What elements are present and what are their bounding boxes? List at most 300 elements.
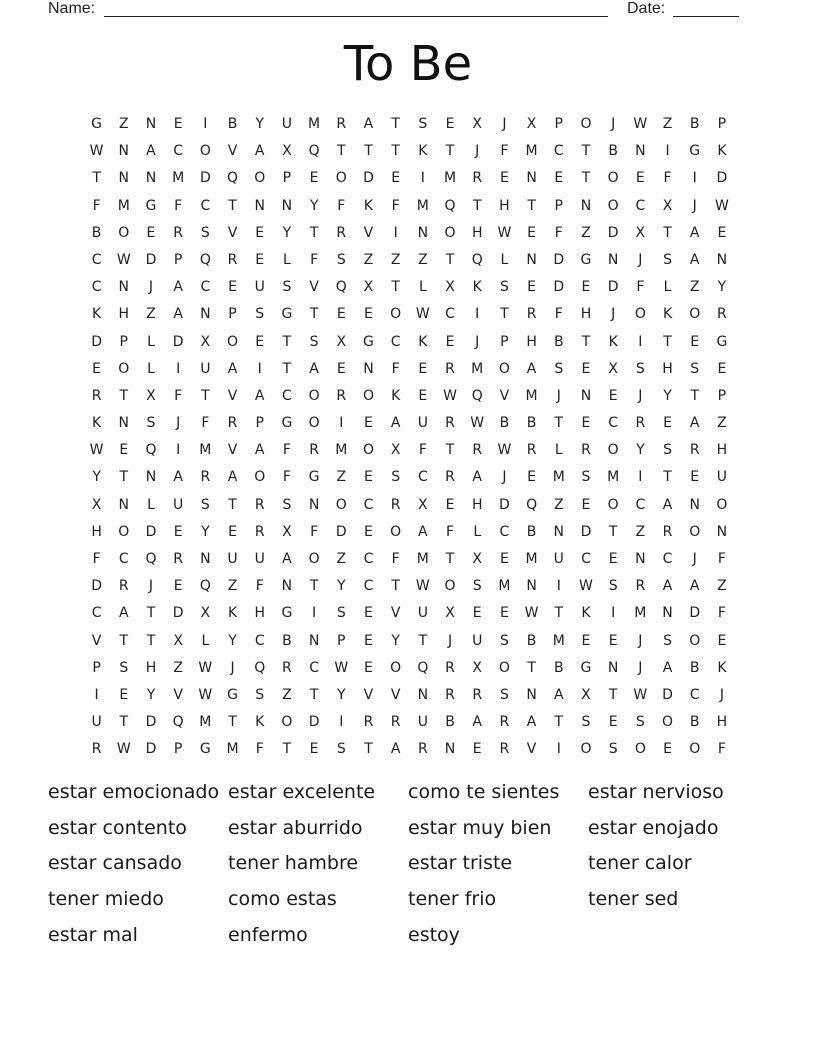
word-list-item: estar triste — [408, 852, 513, 875]
grid-letter: S — [581, 469, 591, 486]
grid-letter: N — [118, 143, 130, 160]
grid-letter: X — [390, 442, 401, 459]
grid-letter: K — [472, 279, 482, 296]
grid-letter: E — [690, 469, 700, 486]
grid-letter: L — [663, 279, 672, 296]
grid-letter: W — [497, 224, 512, 241]
grid-letter: K — [363, 197, 374, 214]
grid-letter: E — [527, 279, 537, 296]
word-list-item: estar emocionado — [48, 781, 220, 803]
grid-letter: C — [662, 551, 673, 567]
grid-letter: W — [89, 442, 104, 459]
grid-letter: E — [364, 469, 373, 486]
grid-letter: N — [145, 469, 157, 486]
grid-letter: K — [418, 333, 428, 350]
grid-letter: U — [173, 496, 184, 513]
grid-letter: E — [173, 578, 183, 595]
grid-letter: S — [472, 578, 482, 595]
grid-letter: B — [526, 632, 537, 649]
grid-letter: T — [445, 143, 455, 160]
grid-letter: C — [91, 605, 102, 622]
grid-letter: V — [173, 686, 183, 703]
grid-letter: D — [662, 686, 673, 703]
grid-letter: T — [445, 551, 455, 567]
grid-letter: K — [717, 659, 727, 676]
grid-letter: R — [254, 496, 265, 513]
word-list-item: estar mal — [48, 923, 138, 946]
grid-letter: O — [362, 442, 374, 459]
grid-letter: A — [472, 469, 482, 486]
grid-letter: C — [363, 578, 374, 595]
grid-letter: F — [391, 360, 400, 377]
grid-letter: G — [716, 333, 728, 350]
grid-letter: N — [526, 251, 537, 268]
grid-letter: R — [336, 387, 347, 404]
grid-letter: U — [472, 632, 483, 649]
grid-letter: A — [363, 116, 374, 132]
grid-row — [83, 138, 736, 165]
grid-letter: A — [390, 415, 401, 432]
grid-letter: U — [254, 551, 265, 567]
grid-letter: S — [663, 251, 672, 268]
grid-letter: U — [417, 415, 428, 432]
grid-letter: C — [390, 333, 401, 350]
grid-row — [83, 628, 736, 655]
grid-letter: B — [282, 632, 292, 649]
grid-letter: S — [499, 632, 509, 649]
grid-letter: M — [199, 442, 212, 459]
grid-letter: S — [608, 578, 618, 595]
grid-letter: H — [254, 605, 265, 622]
grid-letter: K — [255, 714, 265, 731]
grid-letter: E — [309, 170, 319, 187]
grid-letter: E — [608, 387, 618, 404]
grid-letter: N — [145, 170, 157, 187]
grid-letter: P — [119, 333, 128, 350]
grid-letter: D — [363, 170, 374, 187]
word-list-item: estar aburrido — [228, 816, 363, 839]
grid-letter: E — [608, 551, 618, 567]
grid-letter: M — [172, 170, 185, 187]
grid-letter: N — [635, 551, 646, 567]
grid-letter: T — [581, 170, 591, 187]
grid-letter: M — [471, 360, 484, 377]
word-list-item: tener frio — [408, 888, 497, 911]
grid-letter: Y — [636, 442, 645, 459]
grid-letter: O — [689, 306, 701, 323]
grid-letter: O — [281, 714, 293, 731]
grid-letter: E — [255, 251, 265, 268]
grid-letter: S — [499, 279, 509, 296]
grid-letter: X — [635, 224, 646, 241]
grid-letter: B — [526, 415, 537, 432]
grid-letter: L — [147, 333, 155, 350]
grid-letter: A — [472, 714, 482, 731]
grid-letter: I — [611, 605, 616, 622]
grid-letter: O — [716, 496, 728, 513]
grid-letter: C — [173, 143, 184, 160]
grid-letter: Y — [717, 279, 727, 296]
grid-letter: T — [472, 197, 482, 214]
grid-letter: T — [663, 469, 672, 486]
grid-letter: Z — [227, 578, 238, 595]
grid-letter: K — [227, 605, 238, 622]
grid-row — [83, 410, 736, 437]
grid-letter: P — [717, 116, 727, 132]
grid-letter: F — [282, 442, 291, 459]
grid-letter: C — [635, 496, 646, 513]
grid-letter: J — [475, 143, 480, 160]
grid-letter: N — [118, 496, 130, 513]
grid-letter: D — [91, 578, 102, 595]
word-list-item: estar nervioso — [588, 781, 724, 803]
grid-letter: P — [282, 170, 292, 187]
grid-letter: T — [309, 578, 319, 595]
grid-letter: E — [472, 741, 482, 758]
word-list-row — [48, 846, 788, 882]
grid-letter: E — [472, 605, 482, 622]
grid-letter: Z — [635, 523, 646, 540]
grid-letter: K — [662, 306, 673, 323]
grid-letter: P — [255, 415, 264, 432]
grid-letter: D — [607, 224, 619, 241]
grid-row — [83, 193, 736, 220]
grid-letter: N — [607, 251, 619, 268]
grid-letter: H — [662, 360, 673, 377]
grid-letter: R — [390, 496, 401, 513]
grid-letter: N — [145, 116, 157, 132]
grid-letter: T — [527, 197, 536, 214]
grid-letter: D — [145, 714, 157, 731]
grid-letter: E — [690, 333, 700, 350]
grid-letter: D — [145, 523, 157, 540]
grid-letter: C — [417, 469, 428, 486]
grid-letter: S — [119, 659, 129, 676]
grid-letter: I — [339, 415, 344, 432]
grid-letter: N — [254, 197, 265, 214]
grid-letter: I — [393, 224, 398, 241]
grid-letter: S — [663, 442, 672, 459]
grid-letter: R — [91, 387, 102, 404]
grid-letter: S — [336, 605, 346, 622]
grid-letter: R — [445, 686, 455, 703]
grid-letter: B — [445, 714, 455, 731]
word-list-item: estar excelente — [228, 781, 376, 803]
grid-letter: H — [91, 523, 102, 540]
grid-letter: O — [390, 306, 402, 323]
grid-letter: U — [417, 714, 428, 731]
grid-letter: D — [607, 279, 619, 296]
grid-row — [83, 682, 736, 709]
grid-letter: E — [445, 116, 455, 132]
grid-letter: Y — [255, 116, 264, 132]
grid-letter: T — [445, 251, 455, 268]
grid-letter: O — [580, 741, 592, 758]
grid-letter: W — [497, 442, 512, 459]
word-list-item: tener miedo — [48, 888, 164, 911]
grid-letter: O — [308, 415, 320, 432]
grid-letter: W — [415, 306, 430, 323]
grid-letter: O — [199, 143, 211, 160]
grid-letter: T — [445, 442, 455, 459]
grid-letter: O — [634, 306, 646, 323]
grid-letter: C — [118, 551, 129, 567]
grid-letter: A — [526, 714, 537, 731]
grid-letter: S — [635, 714, 645, 731]
grid-letter: D — [172, 333, 184, 350]
word-list-item: tener sed — [588, 888, 679, 911]
grid-letter: E — [255, 333, 265, 350]
grid-letter: J — [719, 686, 724, 703]
grid-letter: Y — [228, 632, 237, 649]
grid-letter: K — [608, 333, 618, 350]
grid-letter: M — [498, 578, 511, 595]
grid-letter: Z — [336, 551, 347, 567]
grid-letter: R — [390, 714, 401, 731]
grid-letter: T — [282, 741, 292, 758]
grid-letter: D — [91, 333, 102, 350]
grid-letter: K — [581, 605, 591, 622]
grid-letter: W — [89, 143, 104, 160]
grid-letter: R — [445, 469, 455, 486]
word-list-row — [48, 811, 788, 847]
grid-letter: D — [172, 605, 184, 622]
grid-letter: T — [146, 605, 156, 622]
grid-letter: Q — [335, 279, 347, 296]
grid-letter: F — [201, 415, 210, 432]
grid-letter: T — [364, 143, 373, 160]
grid-letter: A — [282, 551, 292, 567]
grid-letter: J — [502, 116, 507, 132]
grid-letter: C — [363, 551, 374, 567]
grid-row — [83, 709, 736, 736]
word-list-item: estar contento — [48, 816, 187, 839]
grid-letter: H — [118, 306, 130, 323]
grid-letter: O — [390, 523, 402, 540]
grid-letter: F — [92, 197, 101, 214]
grid-letter: R — [336, 224, 347, 241]
grid-letter: C — [553, 143, 564, 160]
word-search-grid — [83, 111, 736, 764]
grid-letter: E — [635, 170, 645, 187]
grid-letter: Q — [172, 714, 184, 731]
grid-letter: A — [553, 686, 564, 703]
grid-letter: F — [554, 306, 563, 323]
grid-letter: E — [391, 170, 401, 187]
grid-letter: S — [309, 333, 319, 350]
word-list — [48, 775, 788, 953]
grid-letter: C — [445, 306, 455, 323]
grid-row — [83, 437, 736, 464]
grid-letter: Y — [92, 469, 101, 486]
grid-row — [83, 546, 736, 573]
grid-letter: X — [418, 496, 428, 513]
grid-letter: Y — [146, 686, 156, 703]
grid-letter: O — [607, 442, 619, 459]
grid-letter: E — [499, 170, 509, 187]
grid-letter: P — [173, 741, 183, 758]
name-label: Name: — [48, 0, 96, 17]
grid-letter: O — [254, 469, 266, 486]
grid-letter: X — [445, 279, 455, 296]
grid-letter: A — [227, 360, 238, 377]
grid-letter: O — [444, 578, 456, 595]
grid-letter: R — [118, 578, 129, 595]
grid-letter: O — [118, 224, 130, 241]
grid-letter: I — [312, 605, 317, 622]
grid-letter: Q — [471, 387, 483, 404]
grid-letter: C — [91, 251, 102, 268]
grid-letter: E — [418, 360, 428, 377]
grid-letter: T — [228, 197, 237, 214]
grid-letter: M — [226, 741, 239, 758]
grid-letter: S — [663, 632, 672, 649]
grid-letter: E — [581, 496, 591, 513]
grid-letter: N — [118, 415, 130, 432]
grid-letter: S — [200, 496, 210, 513]
grid-letter: Z — [689, 279, 700, 296]
grid-letter: O — [607, 170, 619, 187]
grid-letter: G — [689, 143, 701, 160]
grid-letter: A — [254, 442, 265, 459]
grid-letter: E — [581, 415, 591, 432]
grid-letter: E — [554, 170, 564, 187]
grid-letter: R — [689, 442, 700, 459]
grid-letter: I — [339, 714, 344, 731]
grid-letter: X — [282, 523, 292, 540]
grid-letter: E — [336, 360, 346, 377]
grid-letter: W — [633, 116, 648, 132]
grid-letter: A — [418, 523, 428, 540]
grid-letter: L — [418, 279, 427, 296]
grid-letter: A — [662, 496, 673, 513]
grid-letter: T — [119, 632, 129, 649]
grid-letter: P — [228, 306, 237, 323]
grid-letter: T — [554, 714, 564, 731]
grid-letter: L — [147, 360, 155, 377]
grid-letter: M — [416, 197, 429, 214]
grid-letter: V — [363, 224, 374, 241]
grid-letter: Z — [363, 251, 374, 268]
grid-letter: M — [552, 632, 565, 649]
grid-letter: R — [254, 523, 265, 540]
grid-letter: T — [309, 306, 319, 323]
grid-letter: X — [363, 279, 374, 296]
grid-letter: J — [502, 469, 507, 486]
grid-letter: C — [91, 279, 102, 296]
grid-letter: X — [526, 116, 537, 132]
grid-letter: Y — [309, 197, 319, 214]
grid-letter: O — [580, 116, 592, 132]
grid-letter: P — [92, 659, 101, 676]
word-list-item: como estas — [228, 888, 337, 911]
grid-letter: E — [364, 415, 373, 432]
word-list-item: estar cansado — [48, 852, 182, 875]
grid-letter: R — [417, 741, 428, 758]
grid-letter: A — [689, 251, 700, 268]
grid-letter: R — [363, 714, 374, 731]
grid-letter: Q — [254, 659, 266, 676]
grid-letter: Q — [526, 496, 538, 513]
grid-letter: F — [282, 469, 291, 486]
grid-letter: F — [391, 551, 400, 567]
grid-letter: J — [148, 279, 154, 296]
grid-letter: O — [254, 170, 266, 187]
grid-letter: R — [499, 741, 510, 758]
grid-letter: O — [662, 714, 674, 731]
grid-letter: L — [201, 632, 210, 649]
grid-letter: F — [717, 741, 726, 758]
date-label: Date: — [627, 0, 666, 17]
grid-letter: O — [335, 496, 347, 513]
date-blank-line — [673, 16, 739, 17]
grid-letter: W — [633, 686, 648, 703]
grid-letter: F — [255, 578, 264, 595]
grid-letter: N — [716, 251, 728, 268]
worksheet-header — [48, 0, 748, 20]
grid-letter: J — [611, 116, 616, 132]
grid-letter: N — [363, 360, 374, 377]
grid-letter: B — [526, 523, 537, 540]
grid-letter: K — [717, 143, 727, 160]
grid-letter: M — [117, 197, 130, 214]
grid-letter: T — [581, 143, 591, 160]
grid-letter: K — [92, 306, 102, 323]
grid-letter: S — [391, 469, 401, 486]
grid-letter: Z — [553, 496, 564, 513]
grid-letter: D — [145, 741, 157, 758]
grid-letter: E — [364, 659, 373, 676]
grid-letter: P — [173, 251, 183, 268]
grid-letter: P — [500, 333, 509, 350]
grid-letter: T — [364, 741, 373, 758]
grid-letter: C — [200, 197, 211, 214]
grid-letter: Q — [227, 170, 239, 187]
grid-letter: V — [390, 605, 401, 622]
grid-letter: E — [663, 415, 672, 432]
grid-letter: X — [173, 632, 183, 649]
grid-letter: X — [445, 605, 455, 622]
grid-row — [83, 111, 736, 138]
grid-letter: N — [417, 224, 429, 241]
grid-letter: F — [663, 170, 672, 187]
grid-letter: J — [475, 333, 480, 350]
grid-letter: W — [714, 197, 729, 214]
grid-letter: Z — [336, 469, 347, 486]
grid-letter: N — [635, 143, 646, 160]
grid-letter: N — [716, 523, 728, 540]
word-list-row — [48, 882, 788, 918]
grid-letter: Q — [308, 143, 320, 160]
grid-row — [83, 165, 736, 192]
grid-letter: V — [227, 224, 238, 241]
grid-letter: M — [525, 143, 538, 160]
grid-letter: H — [499, 197, 510, 214]
grid-letter: E — [228, 523, 237, 540]
grid-letter: P — [717, 387, 727, 404]
grid-letter: D — [553, 279, 565, 296]
grid-row — [83, 274, 736, 301]
grid-letter: B — [553, 659, 564, 676]
grid-letter: R — [227, 251, 238, 268]
grid-letter: D — [145, 251, 157, 268]
grid-letter: N — [308, 496, 320, 513]
grid-letter: Y — [282, 224, 292, 241]
grid-letter: P — [337, 632, 346, 649]
grid-letter: F — [310, 251, 319, 268]
grid-letter: F — [554, 224, 563, 241]
grid-letter: E — [581, 632, 591, 649]
